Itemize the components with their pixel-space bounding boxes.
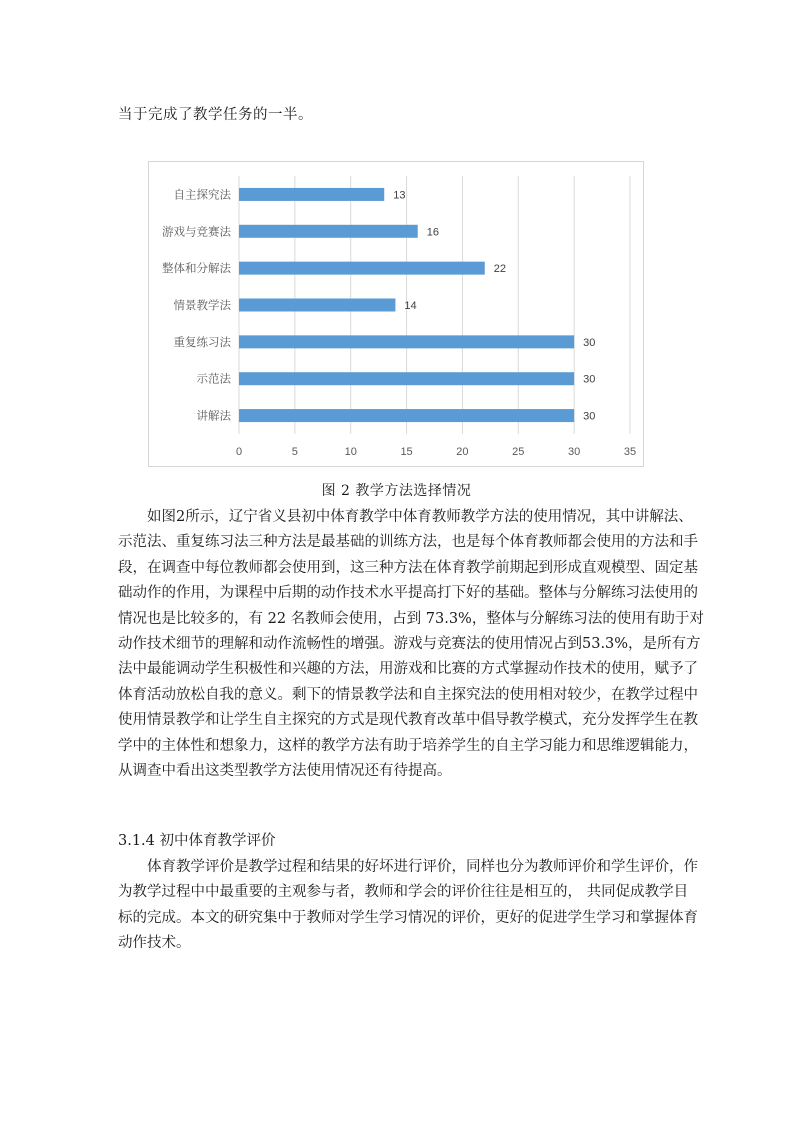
category-label: 讲解法 [196, 408, 231, 423]
category-label: 示范法 [196, 371, 231, 386]
value-label: 22 [493, 263, 507, 276]
x-tick-label: 10 [344, 446, 357, 458]
category-label: 游戏与竞赛法 [162, 224, 231, 239]
figure-caption: 图 2 教学方法选择情况 [321, 483, 472, 499]
x-tick-label: 15 [400, 446, 413, 458]
x-tick-label: 25 [512, 446, 525, 458]
bar [239, 372, 574, 385]
bar-chart [148, 161, 644, 467]
bar-chart-svg [149, 162, 645, 468]
category-label: 自主探究法 [173, 187, 231, 202]
paragraph-line: 础动作的作用，为课程中后期的动作技术水平提高打下好的基础。整体与分解练习法使用的 [118, 585, 698, 602]
paragraph-line: 动作技术。 [118, 935, 191, 952]
bar [239, 262, 485, 275]
category-label: 重复练习法 [173, 334, 231, 349]
x-tick-label: 0 [235, 446, 243, 458]
paragraph-line: 从调查中看出这类型教学方法使用情况还有待提高。 [118, 763, 452, 780]
x-tick-label: 35 [623, 446, 637, 458]
paragraph-line: 情况也是比较多的，有 22 名教师会使用，占到 73.3%，整体与分解练习法的使用有助于对 [118, 610, 704, 627]
bar [239, 188, 384, 201]
paragraph-line: 为教学过程中中最重要的主观参与者，教师和学会的评价往往是相互的， 共同促成教学目 [118, 884, 689, 901]
value-label: 13 [393, 189, 406, 202]
paragraph-line: 示范法、重复练习法三种方法是最基础的训练方法，也是每个体育教师都会使用的方法和手 [118, 534, 698, 551]
x-tick-label: 20 [456, 446, 469, 458]
paragraph-line: 段，在调查中每位教师都会使用到，这三种方法在体育教学前期起到形成直观模型、固定基 [118, 559, 698, 576]
x-tick-label: 5 [291, 446, 298, 458]
paragraph-evaluation [118, 855, 698, 957]
x-tick-label: 30 [568, 446, 581, 458]
value-label: 30 [583, 373, 596, 386]
category-label: 情景教学法 [173, 298, 231, 312]
paragraph-line: 法中最能调动学生积极性和兴趣的方法，用游戏和比赛的方式掌握动作技术的使用，赋予了 [118, 661, 698, 678]
paragraph-line: 体育活动放松自我的意义。剩下的情景教学法和自主探究法的使用相对较少，在教学过程中 [118, 686, 698, 703]
value-label: 14 [404, 300, 417, 312]
text-line-top: 当于完成了教学任务的一半。 [118, 107, 313, 123]
section-heading: 3.1.4 初中体育教学评价 [118, 833, 276, 849]
category-label: 整体和分解法 [162, 261, 231, 276]
paragraph-line: 使用情景教学和让学生自主探究的方式是现代教育改革中倡导教学模式，充分发挥学生在教 [118, 712, 698, 729]
paragraph-line: 标的完成。本文的研究集中于教师对学生学习情况的评价，更好的促进学生学习和掌握体育 [118, 909, 698, 926]
paragraph-line: 动作技术细节的理解和动作流畅性的增强。游戏与竞赛法的使用情况占到53.3%，是所有方 [118, 636, 701, 653]
value-label: 30 [583, 410, 596, 423]
bar [239, 299, 395, 312]
bar [239, 225, 418, 238]
paragraph-line: 体育教学评价是教学过程和结果的好坏进行评价，同样也分为教师评价和学生评价，作 [147, 859, 698, 875]
paragraph-line: 如图2所示，辽宁省义县初中体育教学中体育教师教学方法的使用情况，其中讲解法、 [147, 509, 693, 525]
bar [239, 335, 574, 348]
value-label: 30 [583, 336, 596, 349]
value-label: 16 [426, 226, 439, 239]
paragraph-line: 学中的主体性和想象力，这样的教学方法有助于培养学生的自主学习能力和思维逻辑能力， [118, 737, 698, 754]
paragraph-method-usage [118, 505, 704, 784]
bar [239, 409, 574, 422]
